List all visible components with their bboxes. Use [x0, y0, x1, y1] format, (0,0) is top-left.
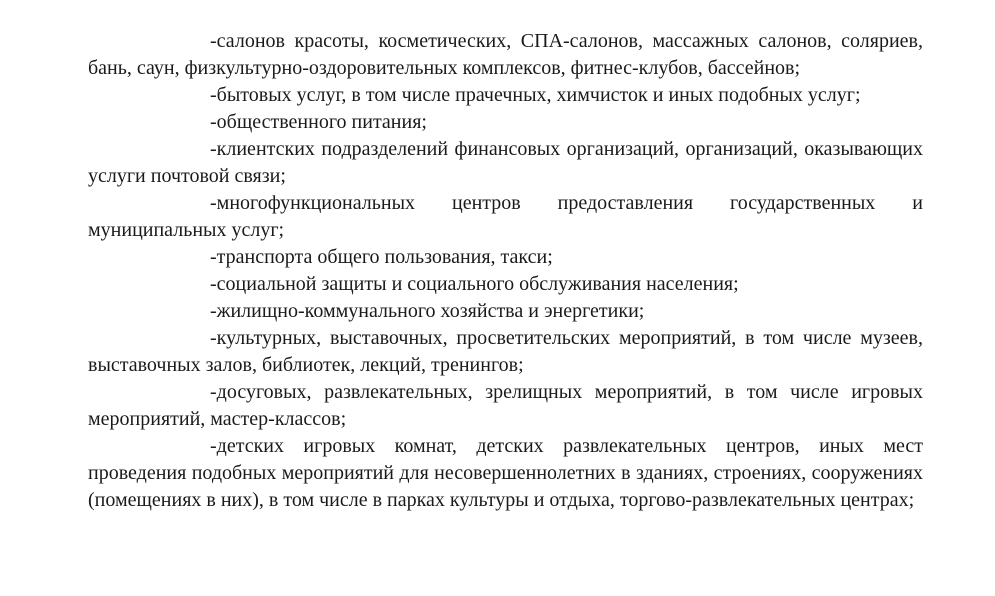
- list-item-financial-offices: -клиентских подразделений финансовых организаций, организаций, оказывающих услуги почтовой связи;: [88, 138, 923, 187]
- list-item-catering: -общественного питания;: [210, 111, 427, 133]
- list-item-household-services: -бытовых услуг, в том числе прачечных, химчисток и иных подобных услуг;: [210, 84, 861, 106]
- list-item-social-protection: -социальной защиты и социального обслуживания населения;: [210, 273, 739, 295]
- list-item-public-transport: -транспорта общего пользования, такси;: [210, 246, 553, 268]
- document-body: [88, 28, 923, 514]
- list-item-salons: -салонов красоты, косметических, СПА-салонов, массажных салонов, соляриев, бань, саун, физкультурно-оздоровительных комплексов, фитнес-клубов, бассейнов;: [88, 30, 923, 79]
- list-item-cultural-events: -культурных, выставочных, просветительских мероприятий, в том числе музеев, выставочных залов, библиотек, лекций, тренингов;: [88, 327, 923, 376]
- list-item-service-centers: -многофункциональных центров предоставления государственных и муниципальных услуг;: [88, 192, 923, 241]
- list-item-leisure-events: -досуговых, развлекательных, зрелищных мероприятий, в том числе игровых мероприятий, мастер-классов;: [88, 381, 923, 430]
- list-item-children-playrooms: -детских игровых комнат, детских развлекательных центров, иных мест проведения подобных мероприятий для несовершеннолетних в зданиях, строениях, сооружениях (помещениях в них), в том числе в парках культуры и отдыха, торгово-развлекательных центрах;: [88, 435, 923, 511]
- list-item-housing-utilities: -жилищно-коммунального хозяйства и энергетики;: [210, 300, 645, 322]
